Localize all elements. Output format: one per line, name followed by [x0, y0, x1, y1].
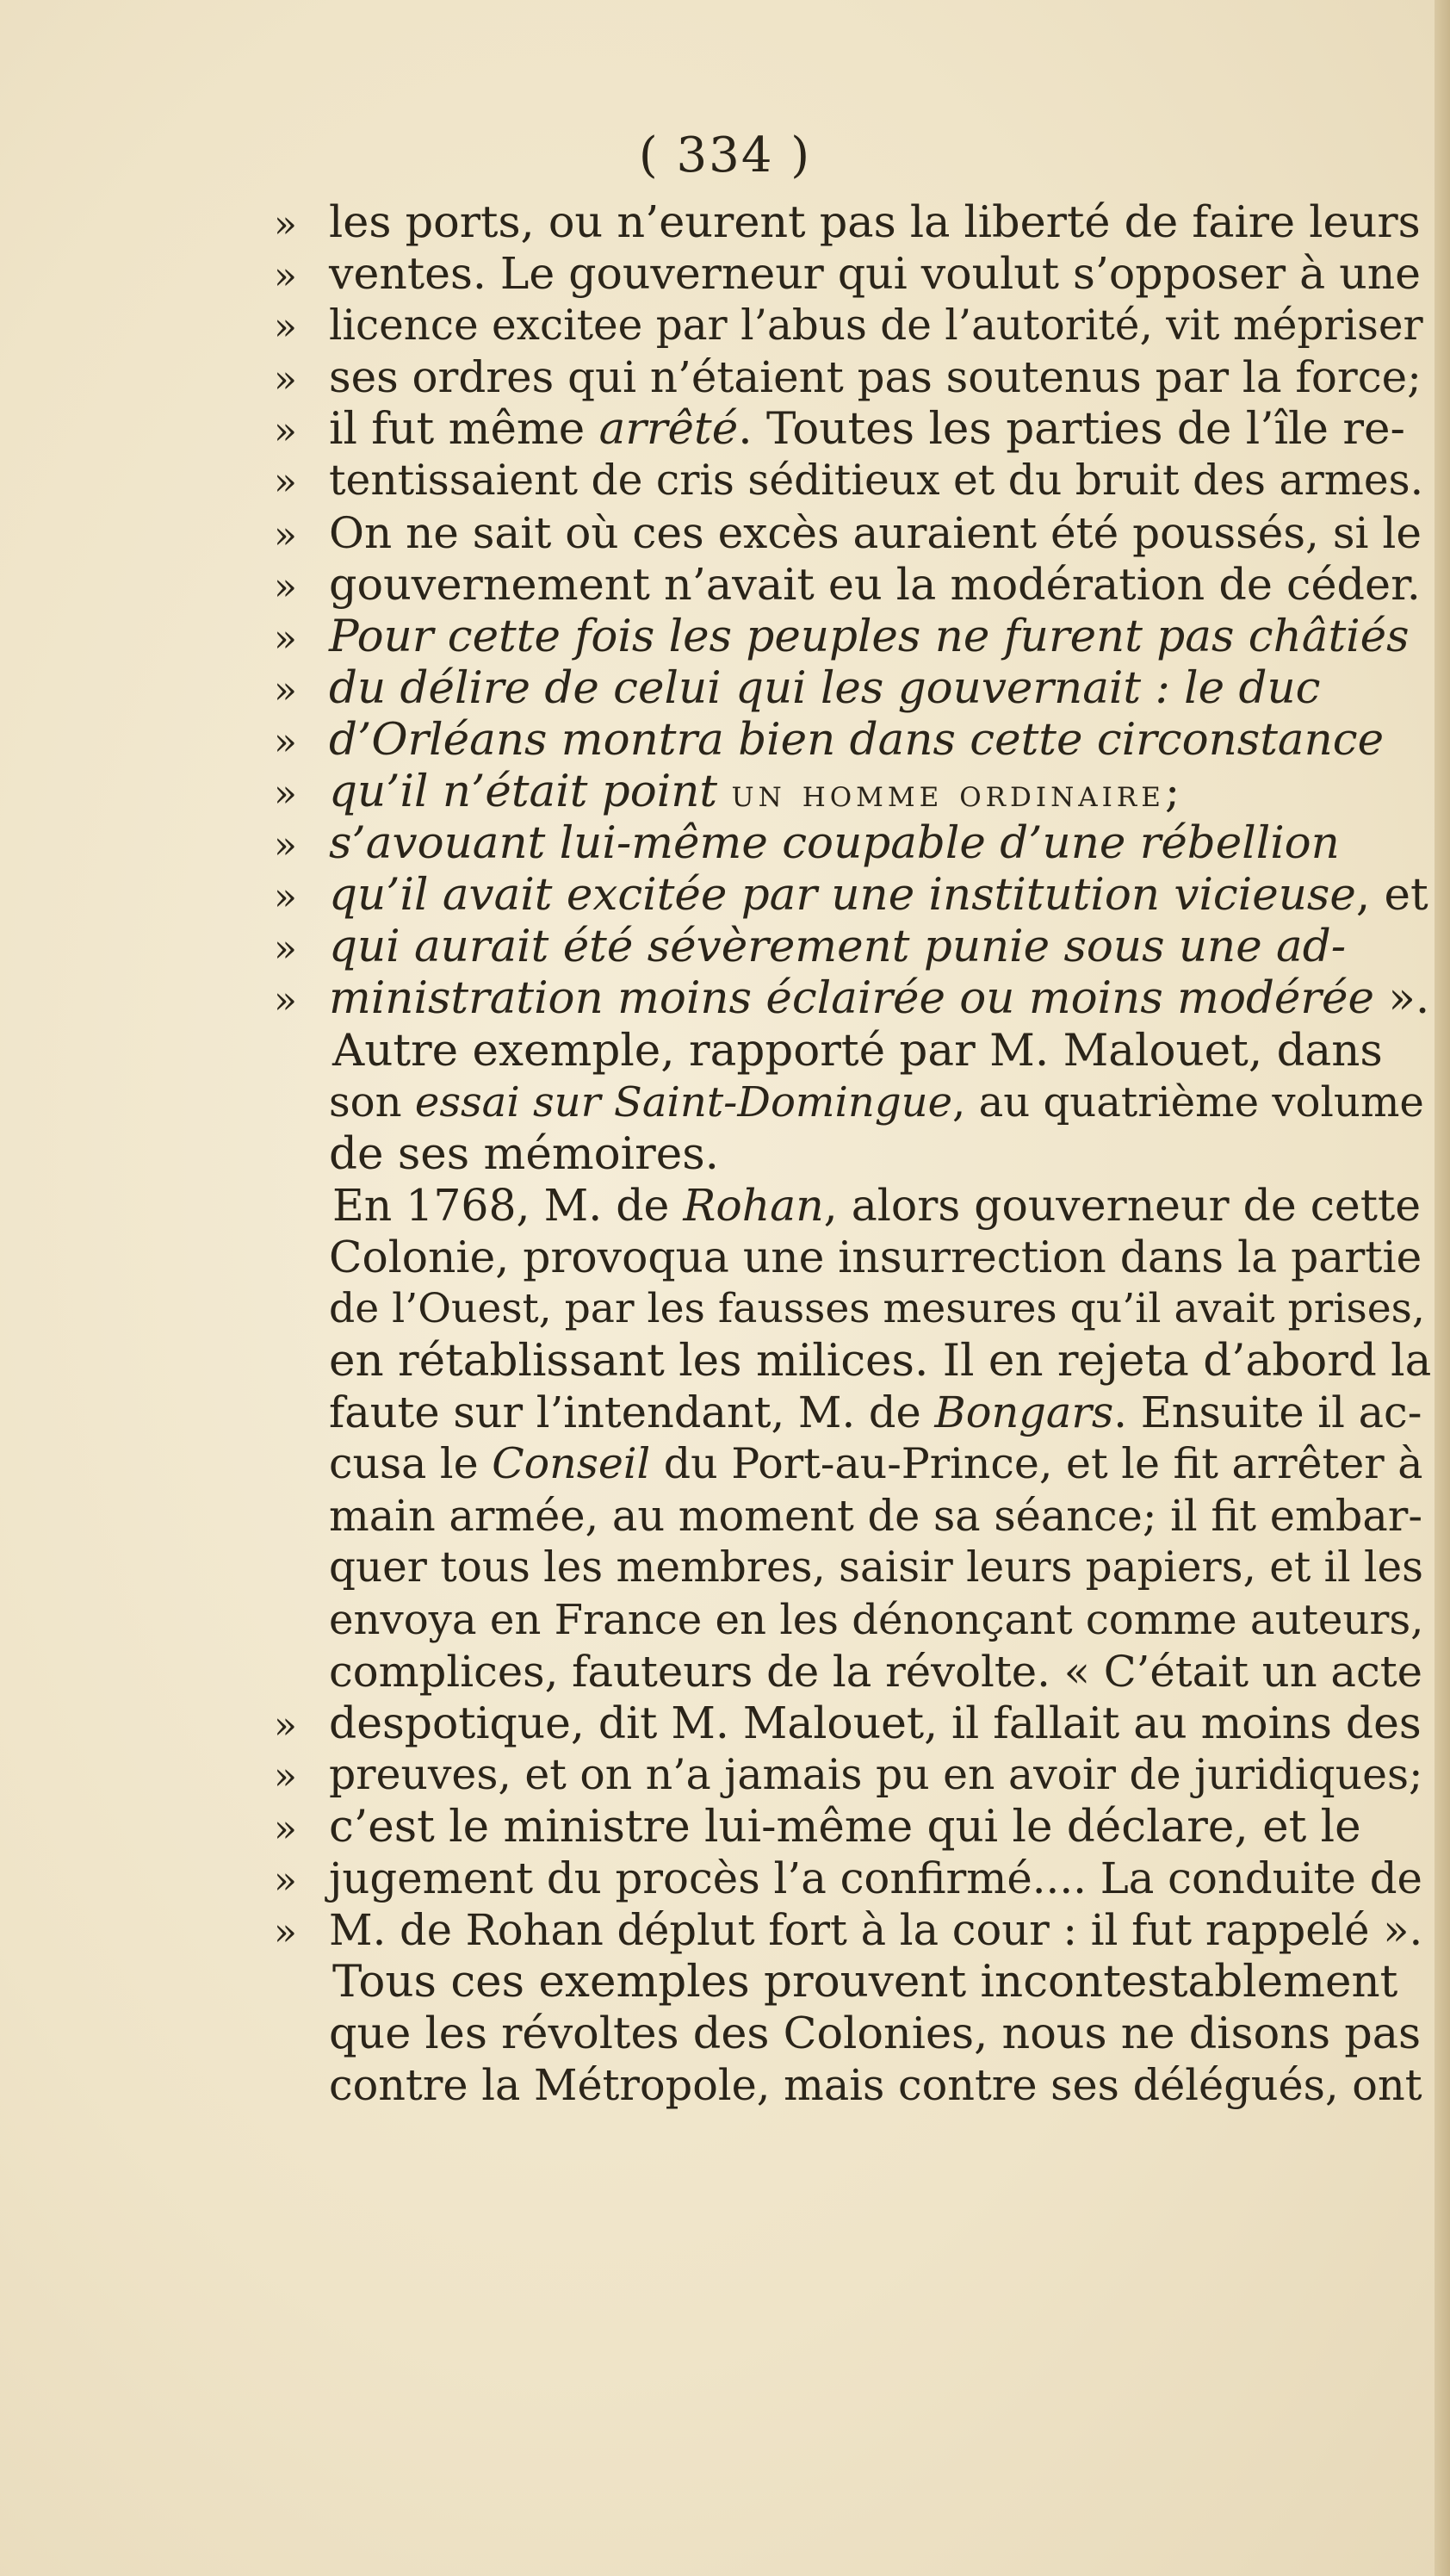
- text-segment: , alors gouverneur de cette: [823, 1179, 1422, 1231]
- text-line: [274, 1490, 1432, 1542]
- text-segment: preuves, et on n’a jamais pu en avoir de juridiques;: [329, 1749, 1423, 1799]
- text-segment: Colonie, provoqua une insurrection dans la partie: [329, 1231, 1422, 1282]
- text-segment: contre la Métropole, mais contre ses délégués, ont: [329, 2060, 1422, 2111]
- text-segment: En 1768, M. de: [332, 1179, 684, 1231]
- quote-marker: »: [274, 1806, 297, 1851]
- italic-text: ministration moins éclairée ou moins modérée: [329, 972, 1374, 1025]
- text-line: [274, 1232, 1432, 1283]
- text-line: [274, 1542, 1432, 1593]
- italic-text: arrêté: [598, 403, 739, 456]
- text-line: [274, 1904, 1432, 1956]
- text-line: [274, 507, 1432, 559]
- text-line: [274, 1594, 1432, 1646]
- quote-marker: »: [274, 823, 297, 868]
- text-segment: faute sur l’intendant, M. de: [329, 1387, 935, 1438]
- text-line: [274, 1956, 1432, 2008]
- text-segment: jugement du procès l’a confirmé.... La conduite de: [329, 1853, 1422, 1903]
- italic-text: Rohan: [683, 1179, 824, 1231]
- text-line: [274, 2008, 1432, 2059]
- page-edge: [1435, 0, 1450, 2576]
- text-line: [274, 248, 1432, 300]
- italic-text: qui aurait été sévèrement punie sous une ad-: [329, 921, 1347, 973]
- small-caps-text: un homme ordinaire: [731, 772, 1165, 816]
- text-line: [274, 351, 1432, 403]
- text-segment: On ne sait où ces excès auraient été poussés, si le: [329, 507, 1422, 558]
- text-segment: quer tous les membres, saisir leurs papiers, et il les: [329, 1543, 1423, 1592]
- text-line: [274, 196, 1432, 248]
- italic-text: Pour cette fois les peuples ne furent pas châtiés: [329, 610, 1410, 662]
- italic-text: qu’il n’était point: [329, 766, 732, 818]
- quote-marker: »: [274, 927, 297, 971]
- text-segment: de l’Ouest, par les fausses mesures qu’il avait prises,: [329, 1284, 1425, 1332]
- text-line: [274, 1387, 1432, 1438]
- quote-marker: »: [274, 254, 297, 299]
- text-segment: son: [329, 1077, 415, 1127]
- text-segment: que les révoltes des Colonies, nous ne disons pas: [329, 2008, 1422, 2059]
- quote-marker: »: [274, 305, 297, 350]
- text-line: [274, 1025, 1432, 1077]
- italic-text: d’Orléans montra bien dans cette circonstance: [329, 713, 1385, 766]
- italic-text: Bongars: [934, 1387, 1114, 1438]
- text-line: [274, 1438, 1432, 1490]
- text-segment: main armée, au moment de sa séance; il fit embar-: [329, 1491, 1422, 1542]
- text-segment: , et: [1355, 869, 1428, 922]
- text-line: [274, 403, 1432, 455]
- text-line: [274, 972, 1432, 1024]
- quote-marker: »: [274, 616, 297, 661]
- text-segment: gouvernement n’avait eu la modération de céder.: [329, 558, 1421, 610]
- text-line: [274, 921, 1432, 972]
- text-segment: envoya en France en les dénonçant comme auteurs,: [329, 1595, 1424, 1644]
- italic-text: qu’il avait excitée par une institution vicieuse: [329, 869, 1356, 922]
- text-line: [274, 611, 1432, 662]
- text-line: [274, 1077, 1432, 1128]
- quote-marker: »: [274, 978, 297, 1023]
- text-segment: il fut même: [329, 403, 599, 456]
- text-segment: ses ordres qui n’étaient pas soutenus par la force;: [329, 352, 1422, 403]
- italic-text: du délire de celui qui les gouvernait : le duc: [329, 661, 1321, 714]
- quote-marker: »: [274, 409, 297, 454]
- text-line: [274, 455, 1432, 506]
- text-segment: ventes. Le gouverneur qui voulut s’opposer à une: [329, 248, 1422, 300]
- quote-marker: »: [274, 1754, 297, 1798]
- text-segment: cusa le: [329, 1439, 493, 1489]
- text-segment: ;: [1164, 766, 1180, 818]
- text-line: [274, 766, 1432, 817]
- text-line: [274, 714, 1432, 766]
- text-segment: c’est le ministre lui-même qui le déclare, et le: [329, 1800, 1361, 1853]
- text-line: [274, 300, 1432, 351]
- text-segment: de ses mémoires.: [329, 1127, 720, 1180]
- text-line: [274, 817, 1432, 869]
- text-line: [274, 559, 1432, 611]
- text-line: [274, 1283, 1432, 1335]
- quote-marker: »: [274, 667, 297, 712]
- quote-marker: »: [274, 512, 297, 557]
- text-segment: licence excitee par l’abus de l’autorité, vit mépriser: [329, 301, 1423, 351]
- text-line: [274, 1698, 1432, 1749]
- text-segment: en rétablissant les milices. Il en rejeta d’abord la: [329, 1335, 1432, 1387]
- text-segment: ».: [1373, 972, 1430, 1025]
- text-line: [274, 1335, 1432, 1387]
- quote-marker: »: [274, 460, 297, 505]
- text-segment: despotique, dit M. Malouet, il fallait au moins des: [329, 1697, 1422, 1748]
- quote-marker: »: [274, 719, 297, 764]
- text-segment: , au quatrième volume: [952, 1077, 1424, 1127]
- page-number: ( 334 ): [638, 127, 812, 183]
- text-segment: . Ensuite il ac-: [1113, 1387, 1422, 1438]
- quote-marker: »: [274, 202, 297, 246]
- quote-marker: »: [274, 875, 297, 920]
- text-segment: . Toutes les parties de l’île re-: [738, 403, 1405, 456]
- text-line: [274, 2059, 1432, 2111]
- text-segment: complices, fauteurs de la révolte. « C’était un acte: [329, 1646, 1422, 1697]
- text-segment: tentissaient de cris séditieux et du bruit des armes.: [329, 456, 1424, 506]
- italic-text: essai sur Saint-Domingue: [414, 1077, 953, 1127]
- text-line: [274, 1180, 1432, 1232]
- text-line: [274, 1646, 1432, 1698]
- text-segment: du Port-au-Prince, et le fit arrêter à: [650, 1439, 1423, 1489]
- text-line: [274, 1801, 1432, 1853]
- quote-marker: »: [274, 772, 297, 816]
- quote-marker: »: [274, 1703, 297, 1747]
- quote-marker: »: [274, 1859, 297, 1903]
- quote-marker: »: [274, 564, 297, 609]
- text-line: [274, 662, 1432, 714]
- text-line: [274, 1749, 1432, 1801]
- italic-text: s’avouant lui-même coupable d’une rébellion: [329, 817, 1340, 870]
- text-segment: M. de Rohan déplut fort à la cour : il fut rappelé ».: [329, 1905, 1423, 1956]
- quote-marker: »: [274, 1910, 297, 1955]
- text-segment: les ports, ou n’eurent pas la liberté de faire leurs: [329, 196, 1421, 247]
- italic-text: Conseil: [492, 1439, 651, 1489]
- text-segment: Autre exemple, rapporté par M. Malouet, dans: [332, 1024, 1383, 1077]
- text-line: [274, 1853, 1432, 1904]
- text-line: [274, 1128, 1432, 1180]
- text-line: [274, 869, 1432, 921]
- text-segment: Tous ces exemples prouvent incontestablement: [332, 1956, 1398, 2008]
- body-text: [274, 196, 1432, 2111]
- quote-marker: »: [274, 357, 297, 402]
